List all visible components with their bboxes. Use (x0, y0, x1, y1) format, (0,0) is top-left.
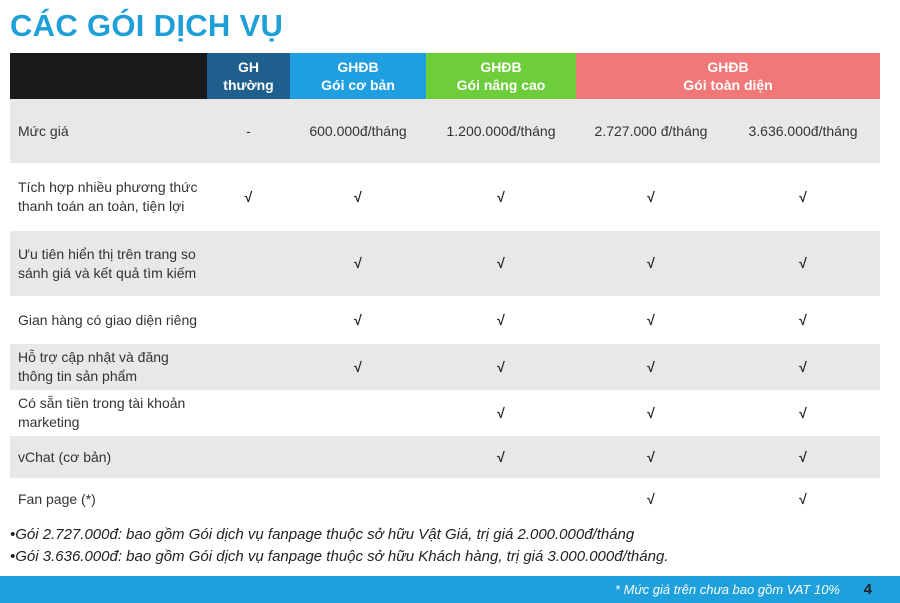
feature-label: Ưu tiên hiển thị trên trang so sánh giá và kết quả tìm kiếm (10, 231, 207, 296)
check-cell: √ (426, 390, 576, 436)
price-value: 2.727.000 đ/tháng (576, 99, 726, 163)
check-cell: √ (576, 436, 726, 478)
feature-label: Tích hợp nhiều phương thức thanh toán an toàn, tiện lợi (10, 163, 207, 231)
header-line2: Gói toàn diện (683, 77, 773, 93)
feature-row (10, 390, 880, 436)
feature-row (10, 436, 880, 478)
service-plans-table (10, 53, 880, 520)
header-line2: Gói nâng cao (456, 77, 546, 93)
check-cell: √ (576, 344, 726, 390)
feature-row (10, 344, 880, 390)
header-goi-toan-dien (576, 53, 880, 99)
check-cell: √ (576, 478, 726, 520)
check-cell (207, 296, 290, 344)
feature-label: Gian hàng có giao diện riêng (10, 296, 207, 344)
page-title: CÁC GÓI DỊCH VỤ (10, 8, 284, 43)
price-row (10, 99, 880, 163)
header-blank-cell (10, 53, 207, 99)
header-goi-nang-cao (426, 53, 576, 99)
check-cell (207, 344, 290, 390)
check-cell: √ (726, 163, 880, 231)
check-cell (290, 478, 426, 520)
page-number: 4 (863, 581, 872, 598)
check-cell: √ (290, 163, 426, 231)
feature-row (10, 478, 880, 520)
check-cell (207, 390, 290, 436)
footnotes (10, 524, 668, 568)
check-cell: √ (426, 231, 576, 296)
check-cell: √ (426, 296, 576, 344)
header-line1: GHĐB (480, 59, 522, 75)
feature-label: Fan page (*) (10, 478, 207, 520)
check-cell: √ (576, 163, 726, 231)
check-cell: √ (290, 296, 426, 344)
header-gh-thuong (207, 53, 290, 99)
price-value: 3.636.000đ/tháng (726, 99, 880, 163)
check-cell (207, 478, 290, 520)
check-cell (290, 436, 426, 478)
check-cell: √ (726, 296, 880, 344)
check-cell (426, 478, 576, 520)
check-cell: √ (290, 344, 426, 390)
header-line2: Gói cơ bản (321, 77, 395, 93)
check-cell: √ (426, 436, 576, 478)
feature-row (10, 231, 880, 296)
check-cell: √ (290, 231, 426, 296)
price-value: - (207, 99, 290, 163)
check-cell: √ (576, 231, 726, 296)
check-cell: √ (726, 390, 880, 436)
check-cell: √ (726, 478, 880, 520)
feature-label: Hỗ trợ cập nhật và đăng thông tin sản phẩm (10, 344, 207, 390)
price-value: 1.200.000đ/tháng (426, 99, 576, 163)
header-line2: thường (223, 77, 274, 93)
check-cell: √ (207, 163, 290, 231)
header-goi-co-ban (290, 53, 426, 99)
header-line1: GHĐB (707, 59, 749, 75)
footnote: •Gói 2.727.000đ: bao gồm Gói dịch vụ fanpage thuộc sở hữu Vật Giá, trị giá 2.000.000đ/tháng (10, 526, 635, 543)
check-cell (207, 436, 290, 478)
check-cell: √ (576, 296, 726, 344)
check-cell: √ (726, 436, 880, 478)
check-cell: √ (726, 231, 880, 296)
check-cell: √ (726, 344, 880, 390)
price-label: Mức giá (10, 99, 207, 163)
feature-row (10, 163, 880, 231)
check-cell: √ (426, 344, 576, 390)
vat-note: * Mức giá trên chưa bao gồm VAT 10% (614, 582, 840, 597)
table-header-row (10, 53, 880, 99)
check-cell: √ (426, 163, 576, 231)
header-line1: GHĐB (337, 59, 379, 75)
check-cell (207, 231, 290, 296)
footnote: •Gói 3.636.000đ: bao gồm Gói dịch vụ fanpage thuộc sở hữu Khách hàng, trị giá 3.000.000đ/tháng. (10, 548, 669, 565)
footer-bar (0, 576, 900, 603)
check-cell (290, 390, 426, 436)
feature-label: vChat (cơ bản) (10, 436, 207, 478)
price-value: 600.000đ/tháng (290, 99, 426, 163)
feature-row (10, 296, 880, 344)
feature-label: Có sẵn tiền trong tài khoản marketing (10, 390, 207, 436)
header-line1: GH (238, 59, 259, 75)
check-cell: √ (576, 390, 726, 436)
